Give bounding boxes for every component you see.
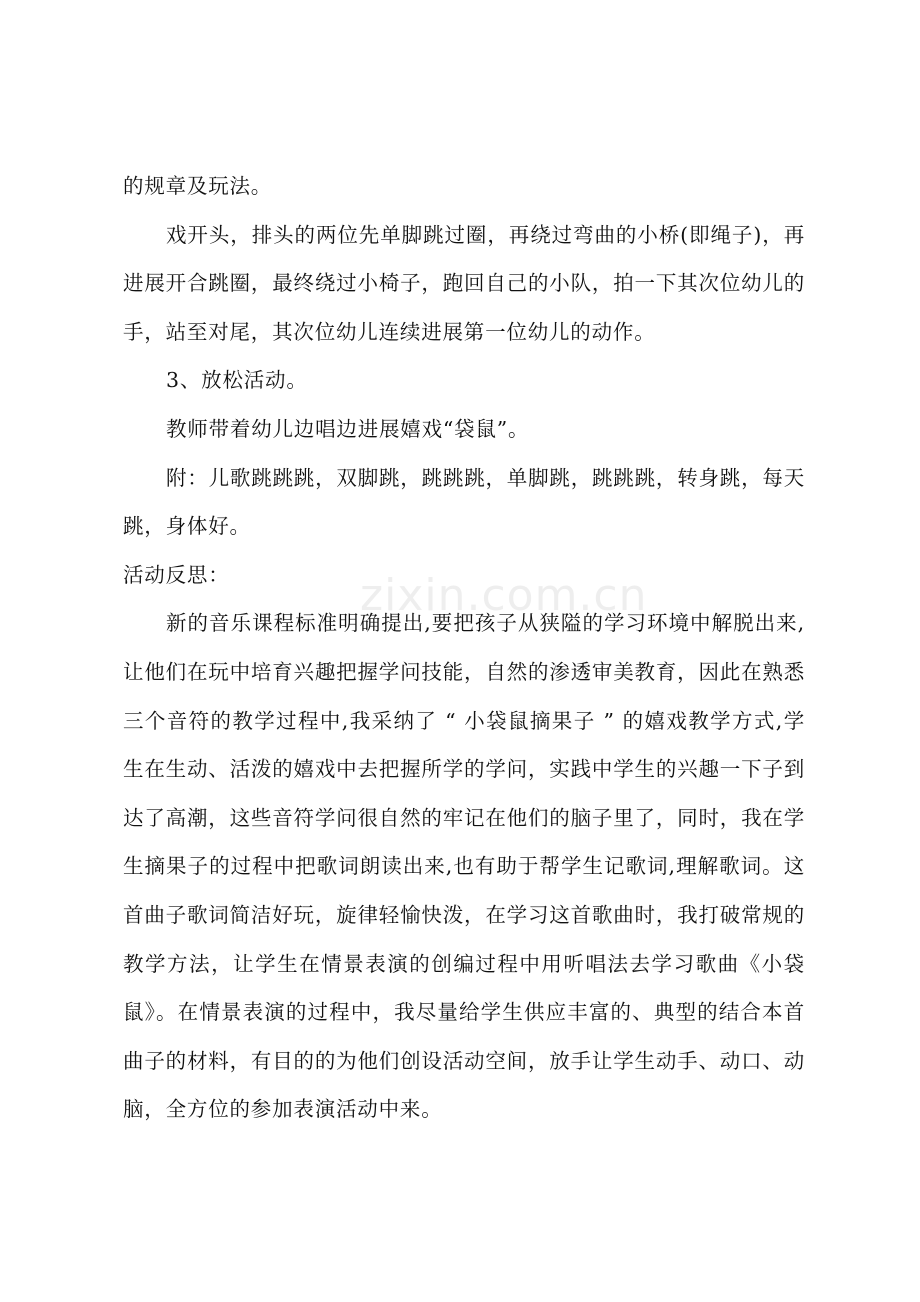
paragraph-2: 戏开头，排头的两位先单脚跳过圈，再绕过弯曲的小桥(即绳子)，再进展开合跳圈，最终绕过小椅子，跑回自己的小队，拍一下其次位幼儿的手，站至对尾，其次位幼儿连续进展第一位幼儿的动作。: [123, 222, 805, 344]
paragraph-3: 3、放松活动。: [166, 368, 308, 393]
paragraph-4: 教师带着幼儿边唱边进展嬉戏“袋鼠”。: [166, 416, 530, 441]
section-heading-reflection: 活动反思：: [123, 562, 230, 587]
watermark: zixin.com.cn: [360, 570, 648, 621]
document-body: [123, 162, 805, 1134]
paragraph-7: 新的音乐课程标准明确提出,要把孩子从狭隘的学习环境中解脱出来,让他们在玩中培育兴趣把握学问技能，自然的渗透审美教育，因此在熟悉三个音符的教学过程中,我采纳了 “ 小袋鼠摘果子 ” 的嬉戏教学方式,学生在生动、活泼的嬉戏中去把握所学的学问，实践中学生的兴趣一下子到达了高潮，这些音符学问很自然的牢记在他们的脑子里了，同时，我在学生摘果子的过程中把歌词朗读出来,也有助于帮学生记歌词,理解歌词。这首曲子歌词简洁好玩，旋律轻愉快泼，在学习这首歌曲时，我打破常规的教学方法，让学生在情景表演的创编过程中用听唱法去学习歌曲《小袋鼠》。在情景表演的过程中，我尽量给学生供应丰富的、典型的结合本首曲子的材料，有目的的为他们创设活动空间，放手让学生动手、动口、动脑，全方位的参加表演活动中来。: [123, 611, 805, 1122]
paragraph-5: 附：儿歌跳跳跳，双脚跳，跳跳跳，单脚跳，跳跳跳，转身跳，每天跳，身体好。: [123, 465, 805, 539]
paragraph-1: 的规章及玩法。: [123, 174, 273, 198]
